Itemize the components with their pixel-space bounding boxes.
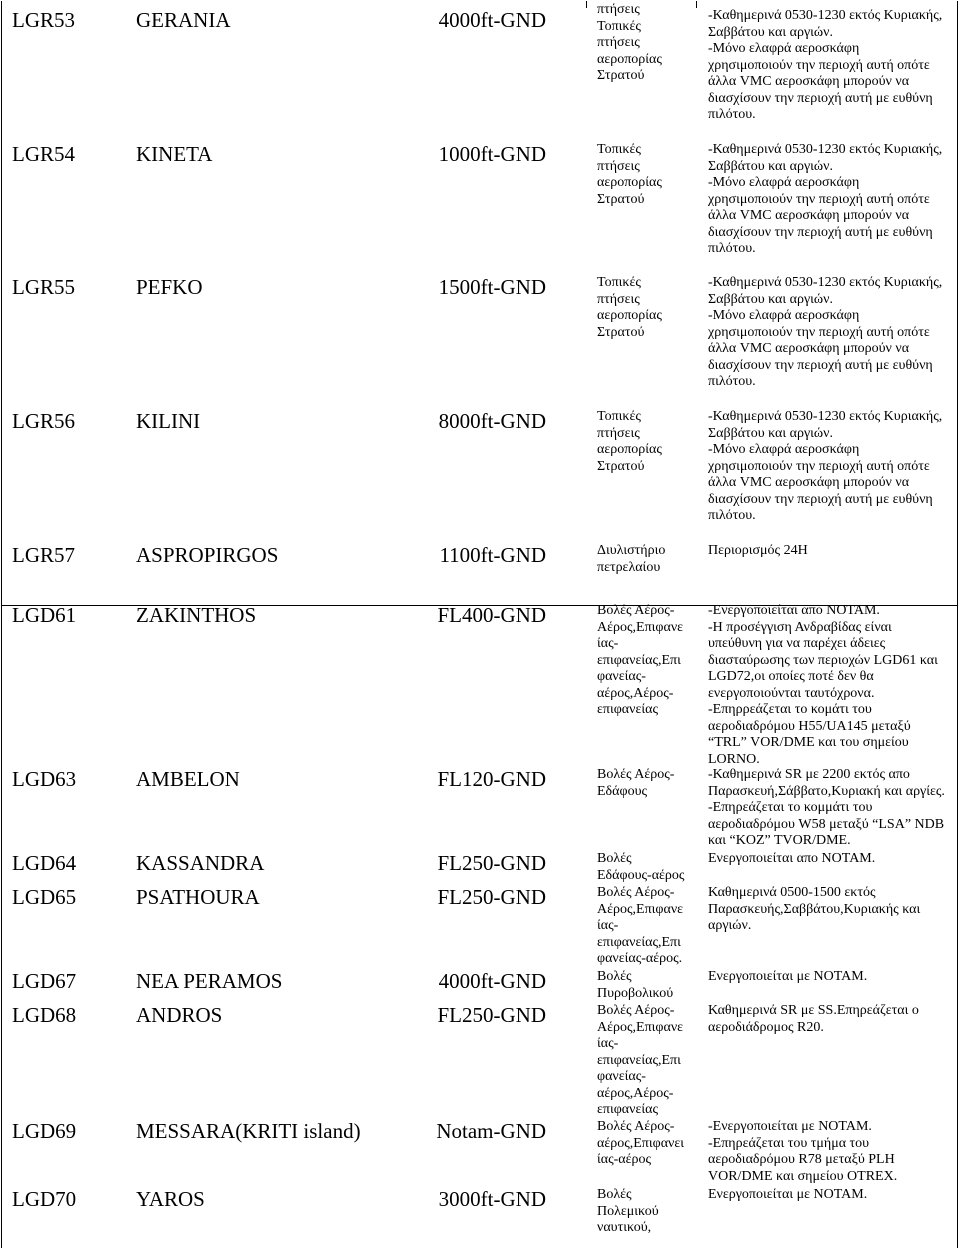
activity-type [597, 1187, 687, 1237]
activity-type-line: Εδάφους [597, 783, 648, 799]
activity-type-line: Διυλιστήριο [597, 543, 666, 558]
activity-type-line: Βολές [597, 1187, 632, 1202]
activity-type [597, 1119, 687, 1169]
remarks-line: Ενεργοποιείται με NOTAM. [708, 1187, 868, 1202]
remarks-line: Καθημερινά SR με SS.Επηρεάζεται ο [708, 1003, 919, 1018]
remarks-line: -Μόνο ελαφρά αεροσκάφη [708, 41, 860, 56]
activity-type-line: Βολές [597, 851, 632, 866]
altitude-limits: 4000ft-GND [438, 8, 546, 32]
table-frame [1, 1, 958, 1248]
remarks-line: -Ενεργοποιείται με NOTAM. [708, 1119, 872, 1134]
remarks-line: Ενεργοποιείται απο NOTAM. [708, 851, 876, 866]
remarks-line: άλλα VMC αεροσκάφη μπορούν να [708, 341, 910, 356]
remarks-line: άλλα VMC αεροσκάφη μπορούν να [708, 208, 910, 223]
remarks-line: αεροδιαδρόμου W58 μεταξύ “LSA” NDB [708, 816, 945, 832]
area-code: LGD67 [12, 969, 77, 993]
activity-type-line: πτήσεις [597, 158, 640, 174]
activity-type-line: επιφανείας [597, 702, 658, 717]
activity-type [597, 969, 687, 1002]
area-code: LGD61 [12, 603, 77, 627]
activity-type [597, 275, 687, 341]
remarks-line: LORNO. [708, 751, 760, 767]
remarks-line: -Ενεργοποιείται απο NOTAM. [708, 603, 880, 618]
activity-type-line: αεροπορίας [597, 442, 662, 457]
remarks-line: χρησιμοποιούν την περιοχή αυτή οπότε [708, 324, 930, 340]
remarks-line: διασχίσουν την περιοχή αυτή με ευθύνη [708, 90, 933, 106]
area-name: ASPROPIRGOS [136, 543, 279, 567]
remarks-line: LGD72,οι οποίες ποτέ δεν θα [708, 669, 874, 684]
remarks-line: Περιορισμός 24H [708, 543, 808, 558]
activity-type-line: Βολές Αέρος- [597, 603, 675, 618]
remarks-line: VOR/DME και σημείου OTREX. [708, 1168, 898, 1184]
remarks-line: χρησιμοποιούν την περιοχή αυτή οπότε [708, 57, 930, 73]
activity-type-line: Αέρος,Επιφανε [597, 1019, 684, 1035]
remarks-line: υπεύθυνη για να παρέχει άδειες [708, 636, 886, 651]
column-divider [586, 1, 587, 8]
remarks [708, 767, 953, 850]
area-code: LGD65 [12, 885, 77, 909]
area-name: KINETA [136, 142, 213, 166]
activity-type-line: αεροπορίας [597, 308, 662, 323]
remarks-line: αεροδιάδρομος R20. [708, 1019, 824, 1035]
remarks-line: -Επηρεάζεται του τμήμα του [708, 1135, 870, 1151]
area-name: ANDROS [136, 1003, 223, 1027]
altitude-limits: 1500ft-GND [438, 275, 546, 299]
area-name: NEA PERAMOS [136, 969, 283, 993]
remarks [708, 969, 953, 986]
activity-type-line: ίας- [597, 918, 619, 933]
activity-type-line: ναυτικού, [597, 1220, 652, 1235]
activity-type-line: επιφανείας,Επι [597, 1052, 681, 1068]
activity-type-line: φανείας-αέρος. [597, 951, 683, 966]
activity-type-line: Πυροβολικού [597, 985, 674, 1001]
activity-type [597, 767, 687, 800]
area-code: LGD69 [12, 1119, 77, 1143]
activity-type-line: ίας-αέρος [597, 1152, 652, 1167]
area-code: LGR54 [12, 142, 75, 166]
remarks-line: Σαββάτου και αργιών. [708, 425, 833, 441]
remarks [708, 543, 953, 560]
activity-type-line: Αέρος,Επιφανε [597, 619, 684, 635]
activity-type-line: πτήσεις [597, 35, 640, 50]
activity-type [597, 142, 687, 208]
activity-type-line: Τοπικές [597, 142, 641, 157]
area-name: PSATHOURA [136, 885, 260, 909]
activity-type-line: Βολές [597, 969, 632, 984]
activity-type-line: Βολές Αέρος- [597, 885, 675, 900]
area-name: KILINI [136, 409, 201, 433]
altitude-limits: 8000ft-GND [438, 409, 546, 433]
activity-type-line: Τοπικές [597, 18, 641, 34]
altitude-limits: FL250-GND [437, 1003, 546, 1027]
area-code: LGD70 [12, 1187, 77, 1211]
remarks-line: πιλότου. [708, 241, 756, 256]
altitude-limits: 1100ft-GND [439, 543, 546, 567]
activity-type-line: Στρατού [597, 458, 645, 474]
activity-type-line: επιφανείας,Επι [597, 652, 681, 668]
area-name: YAROS [136, 1187, 205, 1211]
remarks-line: -Μόνο ελαφρά αεροσκάφη [708, 175, 860, 190]
activity-type-line: Στρατού [597, 68, 645, 83]
remarks-line: διασχίσουν την περιοχή αυτή με ευθύνη [708, 357, 933, 373]
activity-type-line: αέρος,Αέρος- [597, 1085, 674, 1101]
activity-type-line: Τοπικές [597, 275, 641, 290]
remarks-line: -Μόνο ελαφρά αεροσκάφη [708, 442, 860, 457]
activity-type-line: αεροπορίας [597, 175, 662, 190]
remarks-line: Καθημερινά 0500-1500 εκτός [708, 885, 876, 900]
activity-type-line: Αέρος,Επιφανε [597, 901, 684, 917]
activity-type [597, 543, 687, 576]
remarks-line: χρησιμοποιούν την περιοχή αυτή οπότε [708, 458, 930, 474]
activity-type-line: ίας- [597, 636, 619, 651]
activity-type-line: πτήσεις [597, 425, 640, 441]
activity-type-line: φανείας- [597, 669, 646, 684]
remarks-line: -Καθημερινά 0530-1230 εκτός Κυριακής, [708, 409, 943, 424]
remarks [708, 851, 953, 868]
activity-type-line: επιφανείας,Επι [597, 934, 681, 950]
activity-type-line: Στρατού [597, 324, 645, 340]
altitude-limits: Notam-GND [436, 1119, 546, 1143]
remarks-line: -Επηρεάζεται το κομμάτι του [708, 800, 873, 815]
remarks-line: ενεργοποιούνται ταυτόχρονα. [708, 685, 875, 701]
remarks-line: διασχίσουν την περιοχή αυτή με ευθύνη [708, 491, 933, 507]
altitude-limits: FL400-GND [437, 603, 546, 627]
activity-type-line: αεροπορίας [597, 51, 662, 67]
activity-type [597, 1003, 687, 1119]
remarks-line: -Καθημερινά SR με 2200 εκτός απο [708, 767, 910, 782]
remarks [708, 142, 953, 258]
activity-type-line: Βολές Αέρος- [597, 1119, 675, 1134]
activity-type-line: Βολές Αέρος- [597, 1003, 675, 1018]
column-divider [696, 1, 697, 8]
activity-type-line: φανείας- [597, 1069, 646, 1084]
altitude-limits: FL120-GND [437, 767, 546, 791]
remarks-line: άλλα VMC αεροσκάφη μπορούν να [708, 475, 910, 490]
activity-type [597, 409, 687, 475]
remarks-line: -Καθημερινά 0530-1230 εκτός Κυριακής, [708, 275, 943, 290]
remarks-line: “TRL” VOR/DME και του σημείου [708, 735, 909, 750]
activity-type-line: Τοπικές [597, 409, 641, 424]
remarks-line: αεροδιαδρόμου R78 μεταξύ PLH [708, 1152, 895, 1167]
remarks [708, 1003, 953, 1036]
remarks-line: -Μόνο ελαφρά αεροσκάφη [708, 308, 860, 323]
area-name: PEFKO [136, 275, 203, 299]
activity-type-line: επιφανείας [597, 1102, 658, 1117]
remarks-line: Σαββάτου και αργιών. [708, 24, 833, 40]
remarks-line: Σαββάτου και αργιών. [708, 158, 833, 174]
altitude-limits: 4000ft-GND [438, 969, 546, 993]
remarks-line: διασταύρωσης των περιοχών LGD61 και [708, 652, 938, 668]
area-code: LGD63 [12, 767, 77, 791]
remarks-line: πιλότου. [708, 374, 756, 389]
remarks-line: Παρασκευής,Σαββάτου,Κυριακής και [708, 901, 921, 917]
activity-type-line: πτήσεις [597, 2, 640, 17]
remarks [708, 275, 953, 391]
remarks-line: -Επηρρεάζεται το κομάτι του [708, 702, 872, 717]
activity-type [597, 2, 687, 85]
remarks-line: -Καθημερινά 0530-1230 εκτός Κυριακής, [708, 8, 943, 23]
remarks [708, 409, 953, 525]
remarks-line: αεροδιαδρόμου H55/UA145 μεταξύ [708, 718, 911, 734]
area-name: KASSANDRA [136, 851, 265, 875]
area-name: MESSARA(KRITI island) [136, 1119, 361, 1143]
remarks [708, 603, 953, 768]
remarks-line: πιλότου. [708, 107, 756, 122]
activity-type [597, 885, 687, 968]
activity-type-line: Στρατού [597, 191, 645, 207]
area-code: LGR55 [12, 275, 75, 299]
altitude-limits: 1000ft-GND [438, 142, 546, 166]
activity-type-line: πτήσεις [597, 291, 640, 307]
remarks-line: Ενεργοποιείται με NOTAM. [708, 969, 868, 984]
area-code: LGD64 [12, 851, 77, 875]
remarks-line: -Η προσέγγιση Ανδραβίδας είναι [708, 619, 892, 635]
activity-type-line: ίας- [597, 1036, 619, 1051]
remarks-line: Σαββάτου και αργιών. [708, 291, 833, 307]
remarks-line: άλλα VMC αεροσκάφη μπορούν να [708, 74, 910, 89]
area-name: AMBELON [136, 767, 240, 791]
area-name: ZAKINTHOS [136, 603, 257, 627]
activity-type [597, 603, 687, 719]
altitude-limits: FL250-GND [437, 885, 546, 909]
altitude-limits: 3000ft-GND [438, 1187, 546, 1211]
activity-type-line: Εδάφους-αέρος [597, 867, 685, 883]
area-code: LGR56 [12, 409, 75, 433]
area-code: LGD68 [12, 1003, 77, 1027]
area-name: GERANIA [136, 8, 231, 32]
remarks [708, 1119, 953, 1185]
area-code: LGR57 [12, 543, 75, 567]
activity-type-line: αέρος,Αέρος- [597, 685, 674, 701]
altitude-limits: FL250-GND [437, 851, 546, 875]
remarks-line: χρησιμοποιούν την περιοχή αυτή οπότε [708, 191, 930, 207]
remarks-line: Παρασκευή,Σάββατο,Κυριακή και αργίες. [708, 783, 945, 799]
area-code: LGR53 [12, 8, 75, 32]
activity-type-line: Πολεμικού [597, 1203, 659, 1219]
remarks-line: και “KOZ” TVOR/DME. [708, 833, 851, 848]
remarks-line: αργιών. [708, 918, 752, 933]
remarks [708, 885, 953, 935]
activity-type-line: πετρελαίου [597, 559, 661, 575]
remarks-line: -Καθημερινά 0530-1230 εκτός Κυριακής, [708, 142, 943, 157]
activity-type [597, 851, 687, 884]
remarks-line: πιλότου. [708, 508, 756, 523]
remarks [708, 8, 953, 124]
remarks [708, 1187, 953, 1204]
remarks-line: διασχίσουν την περιοχή αυτή με ευθύνη [708, 224, 933, 240]
activity-type-line: αέρος,Επιφανει [597, 1135, 685, 1151]
activity-type-line: Βολές Αέρος- [597, 767, 675, 782]
